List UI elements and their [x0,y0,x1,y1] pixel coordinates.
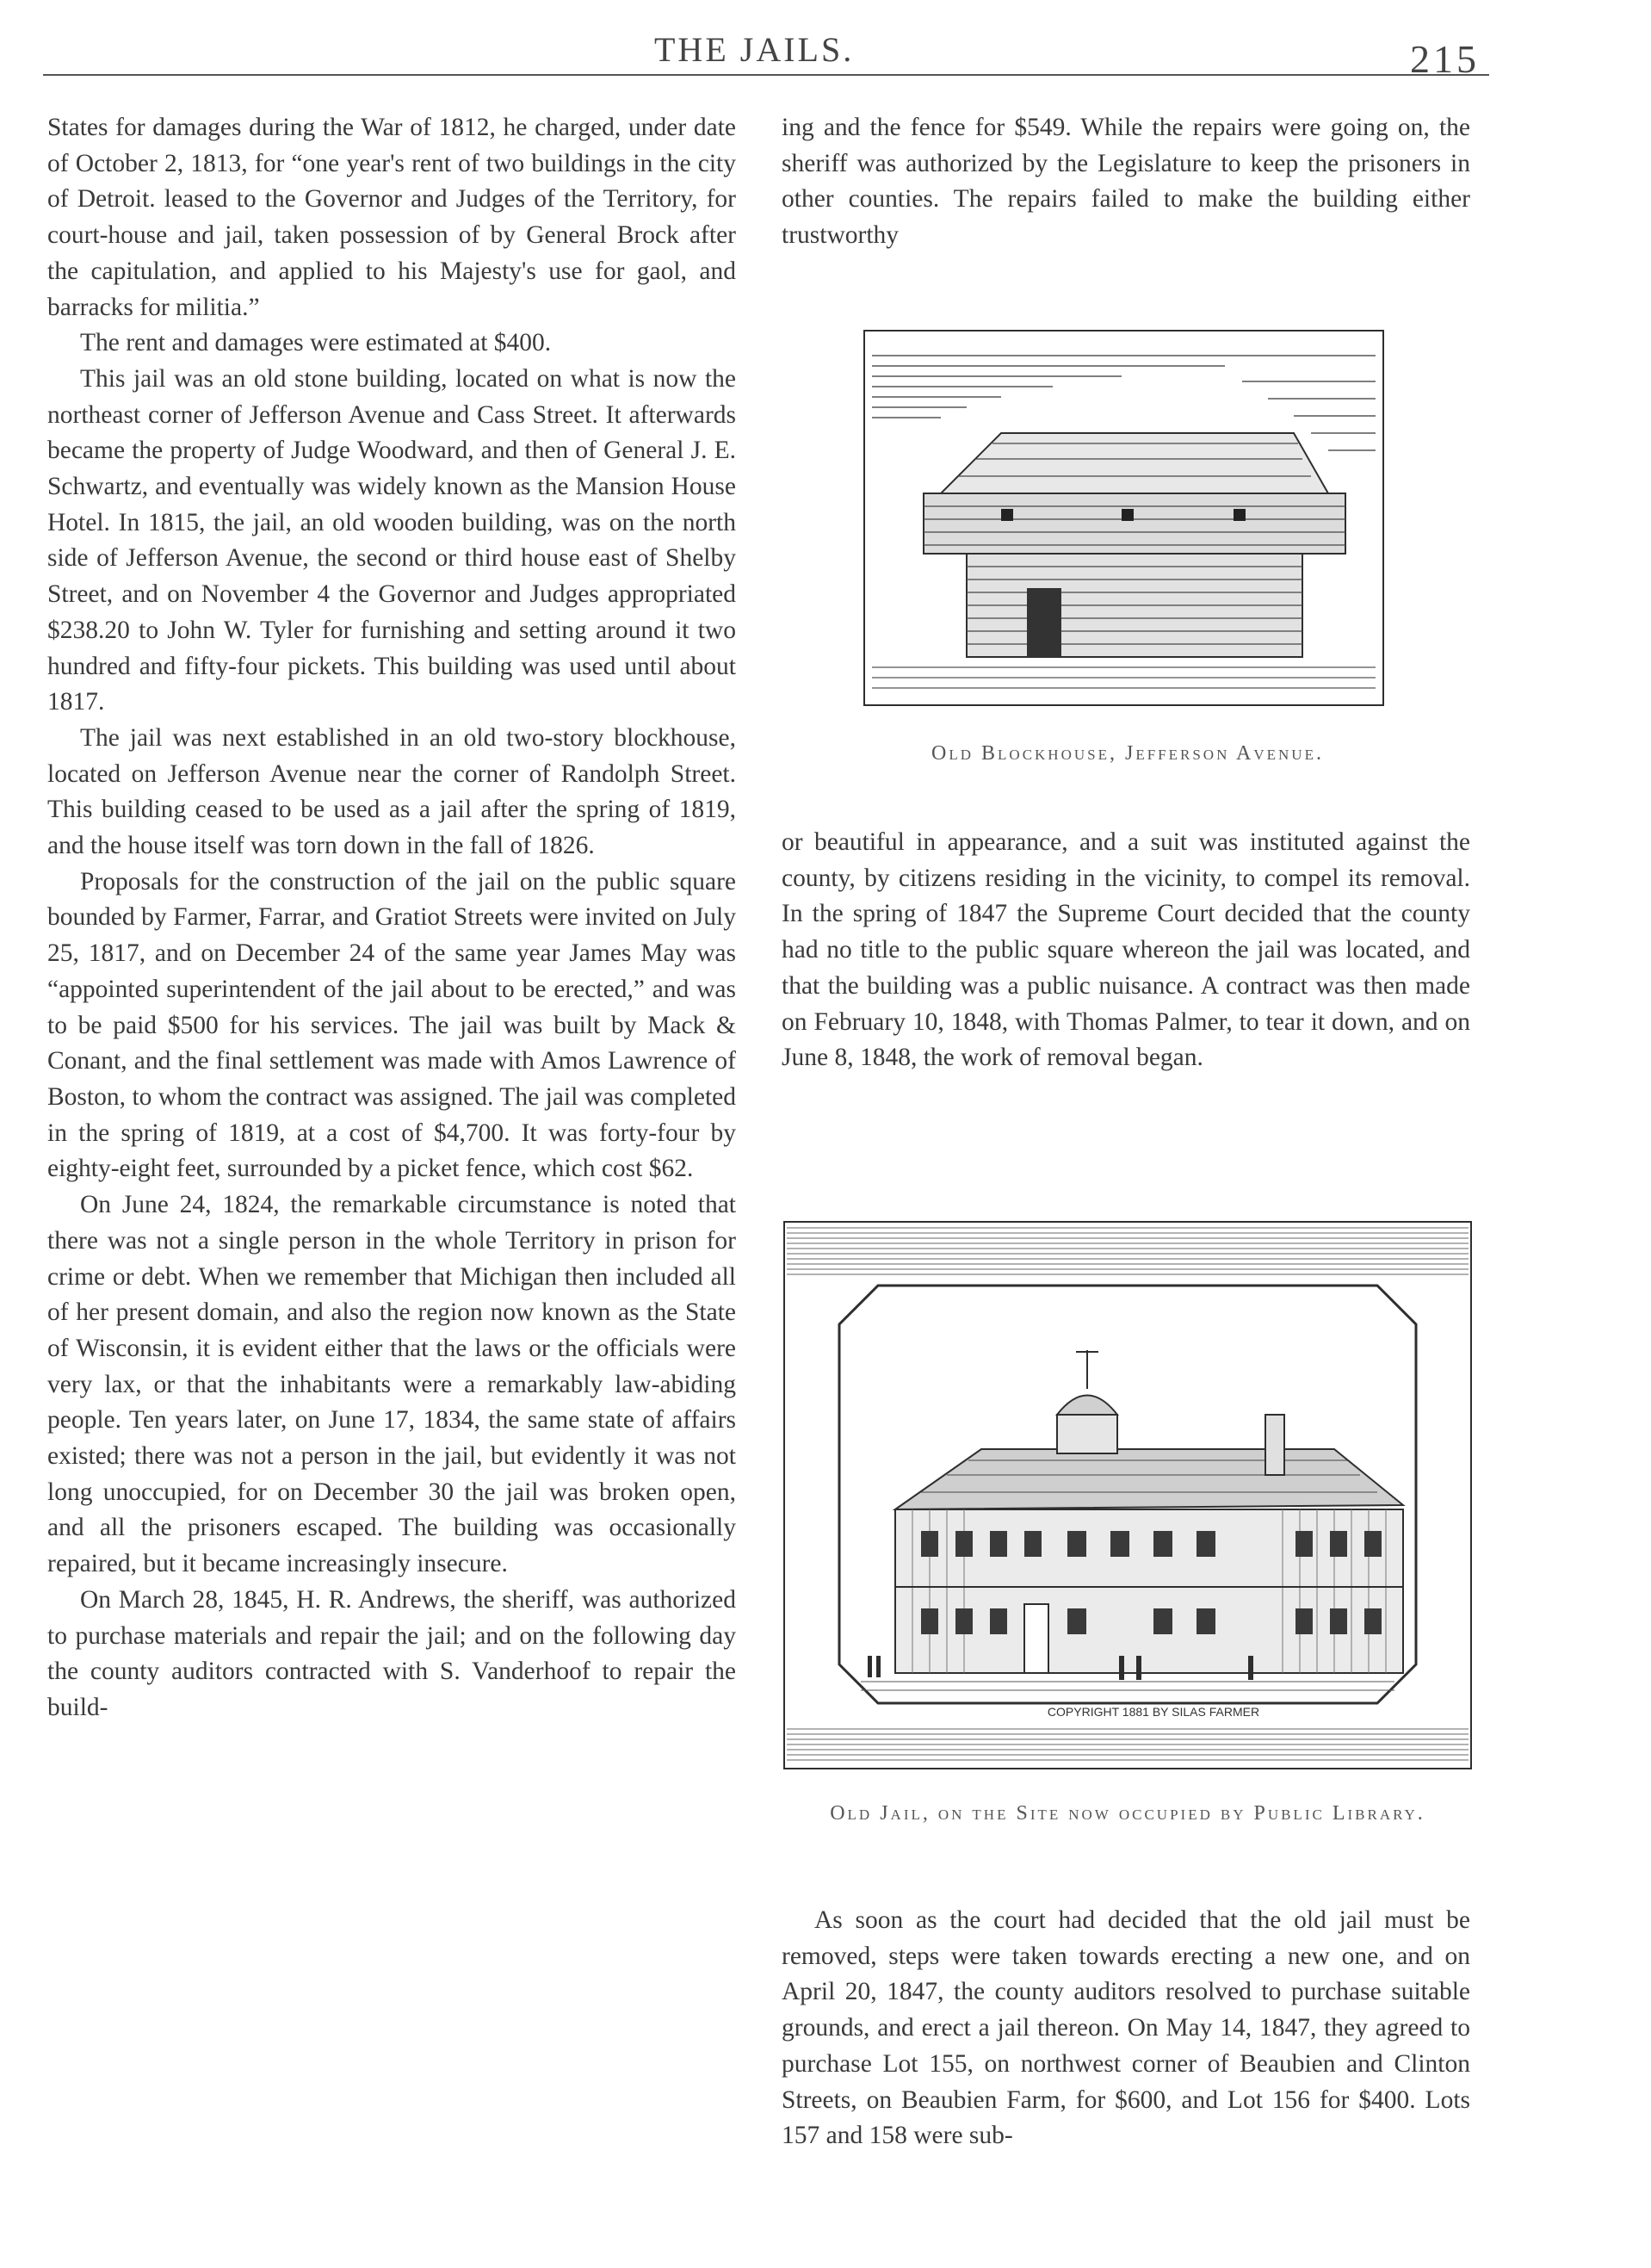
old-jail-caption: Old Jail, on the Site now occupied by Public Library. [830,1802,1425,1825]
copyright-text: COPYRIGHT 1881 BY SILAS FARMER [1047,1705,1260,1719]
running-title: THE JAILS. [654,30,855,69]
paragraph: On March 28, 1845, H. R. Andrews, the sheriff, was authorized to purchase materials and repair the jail; and on the following day the county auditors contracted with S. Vanderhoof to repair the build- [47,1585,736,1721]
paragraph: or beautiful in appearance, and a suit was instituted against the county, by citizens residing in the vicinity, to compel its removal. In the spring of 1847 the Supreme Court decided that the county had no title to the public square whereon the jail was located, and that the building was a public nuisance. A contract was then made on February 10, 1848, with Thomas Palmer, to tear it down, and on June 8, 1848, the work of removal began. [782,828,1470,1072]
paragraph: Proposals for the construction of the jail on the public square bounded by Farmer, Farrar, and Gratiot Streets were invited on July 25, 1817, and on December 24 of the same year James May was “appointed superintendent of the jail about to be erected,” and was to be paid $500 for his services. The jail was built by Mack & Conant, and the final settlement was made with Amos Lawrence of Boston, to whom the contract was assigned. The jail was completed in the spring of 1819, at a cost of $4,700. It was forty-four by eighty-eight feet, surrounded by a picket fence, which cost $62. [47,867,736,1183]
page-number: 215 [1410,37,1480,81]
right-column-middle [782,825,1470,1076]
left-column [47,110,736,1726]
old-jail-engraving [783,1221,1472,1769]
paragraph: On June 24, 1824, the remarkable circumstance is noted that there was not a single person in the whole Territory in prison for crime or debt. When we remember that Michigan then included all of her present domain, and also the region now known as the State of Wisconsin, it is evident either that the laws or the officials were very lax, or that the inhabitants were a remarkably law-abiding people. Ten years later, on June 17, 1834, the same state of affairs existed; there was not a person in the jail, but evidently it was not long unoccupied, for on December 30 the jail was broken open, and all the prisoners escaped. The building was occasionally repaired, but it became increasingly insecure. [47,1191,736,1578]
blockhouse-caption: Old Blockhouse, Jefferson Avenue. [931,742,1324,765]
paragraph: The jail was next established in an old two-story blockhouse, located on Jefferson Avenue near the corner of Randolph Street. This building ceased to be used as a jail after the spring of 1819, and the house itself was torn down in the fall of 1826. [47,723,736,860]
paragraph: ing and the fence for $549. While the repairs were going on, the sheriff was authorized by the Legislature to keep the prisoners in other counties. The repairs failed to make the building either trustworthy [782,114,1470,250]
blockhouse-engraving [863,330,1384,706]
header-rule [43,74,1489,76]
paragraph: The rent and damages were estimated at $400. [80,329,552,357]
right-column-top [782,110,1470,254]
running-head [0,17,1651,81]
paragraph: This jail was an old stone building, located on what is now the northeast corner of Jefferson Avenue and Cass Street. It afterwards became the property of Judge Woodward, and then of General J. E. Schwartz, and eventually was widely known as the Mansion House Hotel. In 1815, the jail, an old wooden building, was on the north side of Jefferson Avenue, the second or third house east of Shelby Street, and on November 4 the Governor and Judges appropriated $238.20 to John W. Tyler for furnishing and setting around it two hundred and fifty-four pickets. This building was used until about 1817. [47,364,736,716]
paragraph: As soon as the court had decided that the old jail must be removed, steps were taken towards erecting a new one, and on April 20, 1847, the county auditors resolved to purchase suitable grounds, and erect a jail thereon. On May 14, 1847, they agreed to purchase Lot 155, on northwest corner of Beaubien and Clinton Streets, on Beaubien Farm, for $600, and Lot 156 for $400. Lots 157 and 158 were sub- [782,1906,1470,2150]
right-column-bottom [782,1903,1470,2154]
paragraph: States for damages during the War of 1812, he charged, under date of October 2, 1813, for “one year's rent of two buildings in the city of Detroit. leased to the Governor and Judges of the Territory, for court-house and jail, taken possession of by General Brock after the capitulation, and applied to his Majesty's use for gaol, and barracks for militia.” [47,114,736,321]
